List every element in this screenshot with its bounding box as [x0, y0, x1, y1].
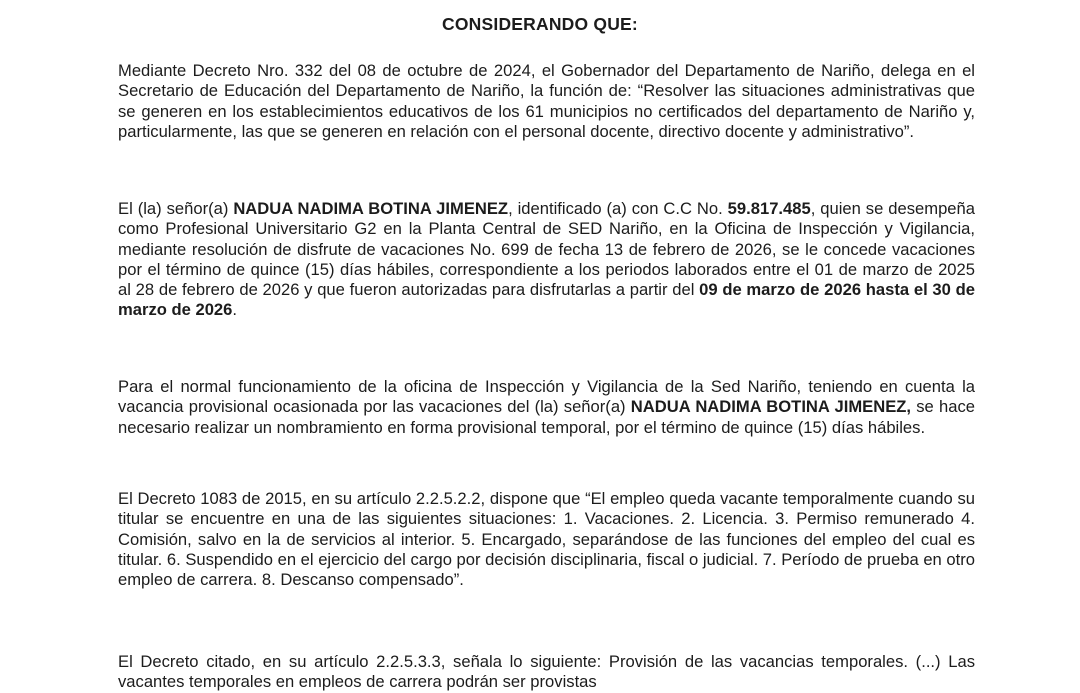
paragraph-vacation-resolution — [118, 199, 975, 321]
vacation-dates: 09 de marzo de 2026 hasta el 30 de marzo de 2026 — [118, 280, 975, 320]
paragraph-text: . — [232, 300, 237, 320]
employee-name: NADUA NADIMA BOTINA JIMENEZ — [233, 199, 509, 218]
paragraph-decree-1083-vacancy — [118, 489, 975, 590]
paragraph-text: Para el normal funcionamiento de la oficina de Inspección y Vigilancia de la Sed Nariño, teniendo en cuenta la vacancia provisional ocasionada por las vacaciones del (la) señor(a) — [118, 377, 975, 417]
paragraph-text: Mediante Decreto Nro. 332 del 08 de octubre de 2024, el Gobernador del Departamento de Nariño, delega en el Secretario de Educación del Departamento de Nariño, la función de: “Resolver las situaciones administrativas que se generen en los establecimientos educativos de los 61 municipios no certificados del departamento de Nariño y, particularmente, las que se generen en relación con el personal docente, directivo docente y administrativo”. — [118, 61, 975, 141]
paragraph-decree-provision — [118, 652, 975, 693]
paragraph-text: se hace necesario realizar un nombramiento en forma provisional temporal, por el término de quince (15) días hábiles. — [118, 397, 975, 437]
document-heading: CONSIDERANDO QUE: — [442, 14, 638, 34]
paragraph-text: , identificado (a) con C.C No. — [508, 199, 728, 218]
paragraph-text: , quien se desempeña como Profesional Universitario G2 en la Planta Central de SED Nariño, en la Oficina de Inspección y Vigilancia, mediante resolución de disfrute de vacaciones No. 699 de fecha 13 de febrero de 2026, se le concede vacaciones por el término de quince (15) días hábiles, correspondiente a los periodos laborados entre el 01 de marzo de 2025 al 28 de febrero de 2026 y que fueron autorizadas para disfrutarlas a partir del — [118, 199, 975, 300]
paragraph-text: El Decreto citado, en su artículo 2.2.5.3.3, señala lo siguiente: Provisión de las vacancias temporales. (...) Las vacantes temporales en empleos de carrera podrán ser provistas — [118, 652, 975, 692]
paragraph-text: El Decreto 1083 de 2015, en su artículo 2.2.5.2.2, dispone que “El empleo queda vacante temporalmente cuando su titular se encuentre en una de las siguientes situaciones: 1. Vacaciones. 2. Licencia. 3. Permiso remunerado 4. Comisión, salvo en la de servicios al interior. 5. Encargado, separándose de las funciones del empleo del cual es titular. 6. Suspendido en el ejercicio del cargo por decisión disciplinaria, fiscal o judicial. 7. Período de prueba en otro empleo de carrera. 8. Descanso compensado”. — [118, 489, 975, 590]
paragraph-text: El (la) señor(a) — [118, 199, 234, 218]
paragraph-decree-delegation — [118, 61, 975, 142]
paragraph-provisional-appointment — [118, 377, 975, 438]
employee-name: NADUA NADIMA BOTINA JIMENEZ, — [630, 397, 912, 417]
employee-id-number: 59.817.485 — [727, 199, 811, 218]
